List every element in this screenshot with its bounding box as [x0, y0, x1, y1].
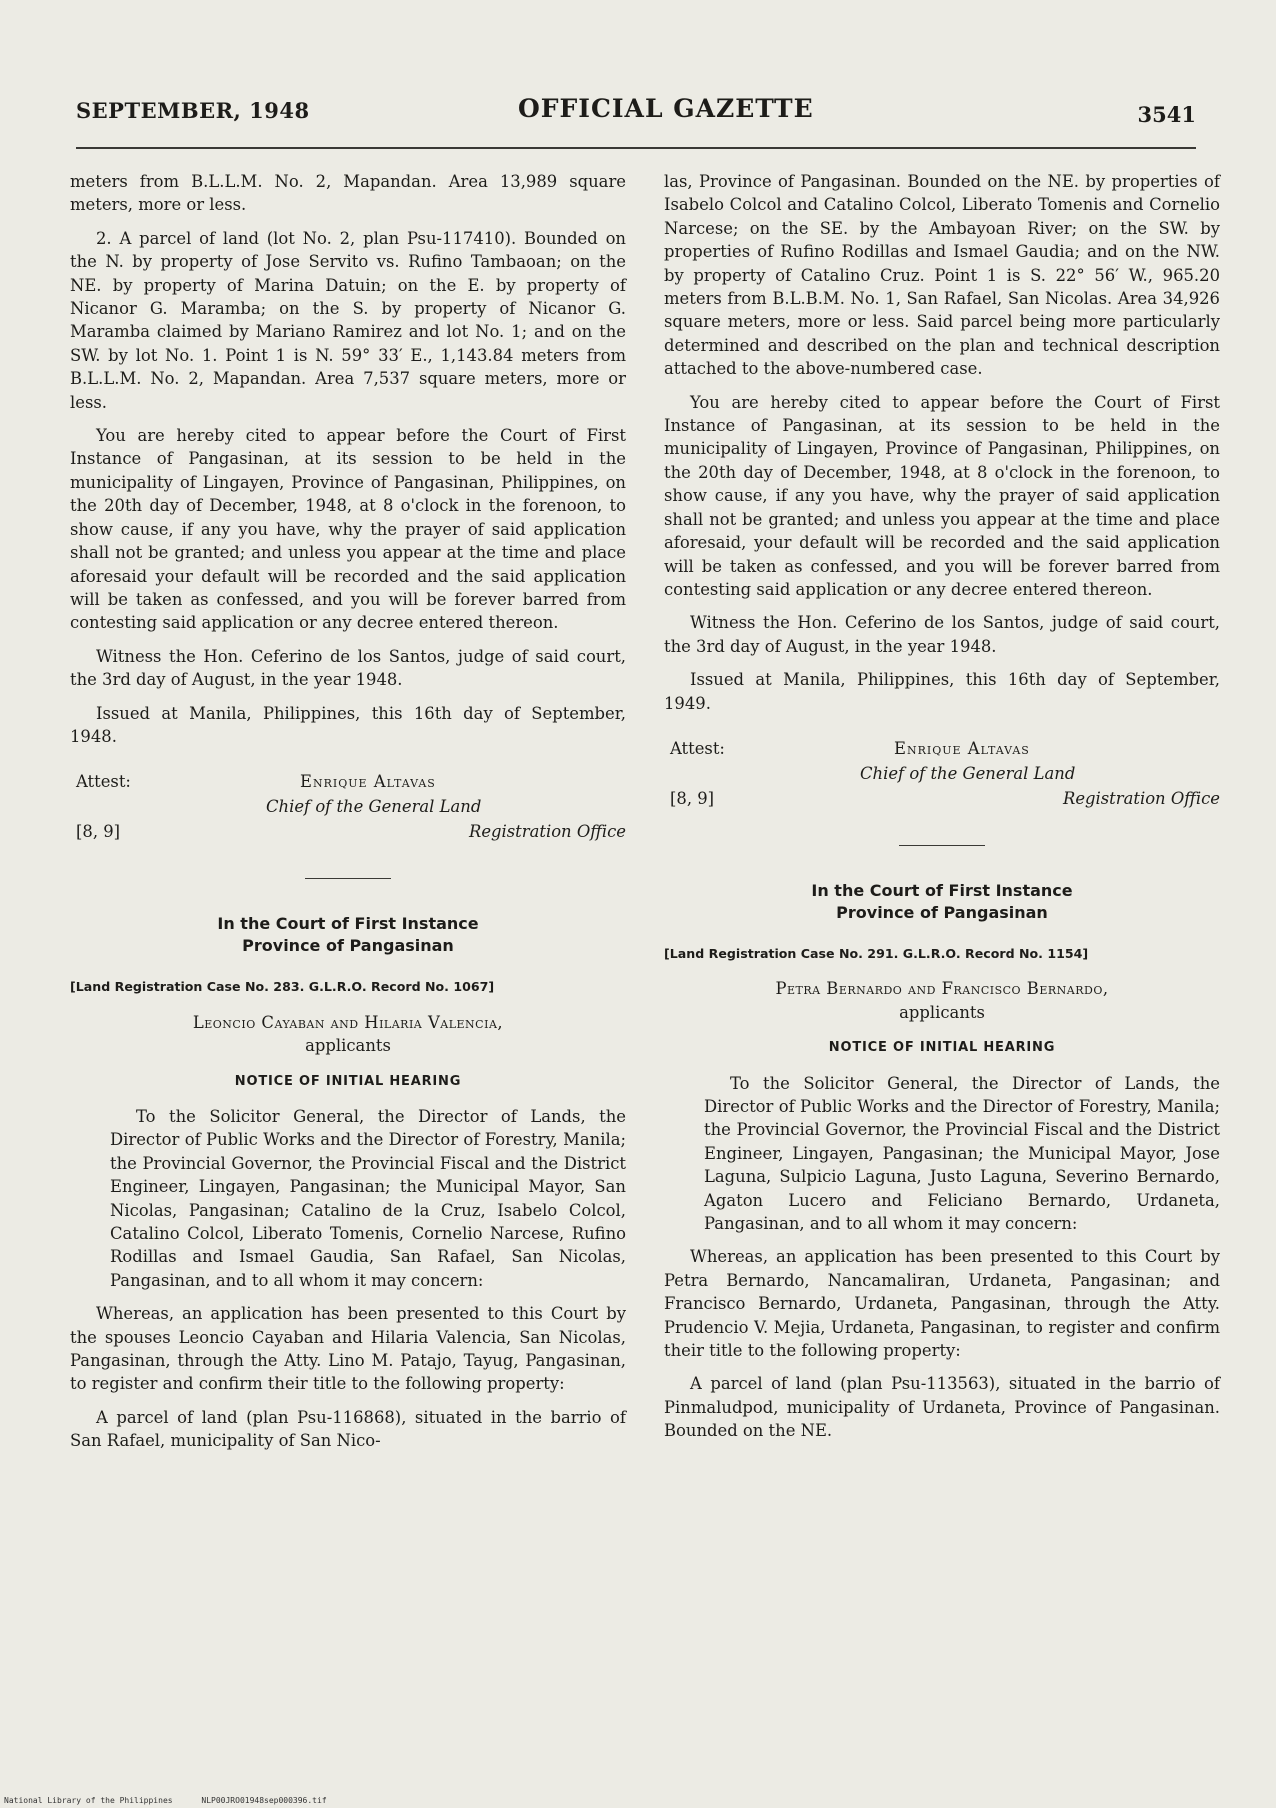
attestation — [70, 770, 626, 846]
court-heading — [664, 880, 1220, 924]
right-column — [664, 170, 1220, 1453]
citation-paragraph: You are hereby cited to appear before the Court of First Instance of Pangasinan, at its session to be held in the municipality of Lingayen, Province of Pangasinan, Philippines, on the 20th day of December, 1948, at 8 o'clock in the forenoon, to show cause, if any you have, why the prayer of said application shall not be granted; and unless you appear at the time and place aforesaid your default will be recorded and the said application will be taken as confessed, and you will be forever barred from contesting said application or any decree entered thereon. — [70, 426, 626, 633]
page-header — [76, 92, 1196, 132]
attest-name: Enrique Altavas — [894, 738, 1030, 758]
attest-title-line-2: Registration Office — [1062, 788, 1220, 808]
attest-number: [8, 9] — [670, 788, 715, 808]
page-number: 3541 — [1137, 102, 1196, 127]
library-credit: National Library of the Philippines — [4, 1796, 173, 1805]
left-column — [70, 170, 626, 1463]
attest-title-line-1: Chief of the General Land — [860, 763, 1076, 783]
notice-heading: NOTICE OF INITIAL HEARING — [234, 1073, 462, 1089]
addressees: To the Solicitor General, the Director of Lands, the Director of Public Works and the Director of Forestry, Manila; the Provincial Governor, the Provincial Fiscal and the District Engineer, Lingayen, Pangasinan; the Municipal Mayor, Jose Laguna, Sulpicio Laguna, Justo Laguna, Severino Bernardo, Agaton Lucero and Feliciano Bernardo, Urdaneta, Pangasinan, and to all whom it may concern: — [704, 1073, 1220, 1233]
attest-name: Enrique Altavas — [300, 772, 436, 792]
parcel-2-description: 2. A parcel of land (lot No. 2, plan Psu-117410). Bounded on the N. by property of Jose Servito vs. Rufino Tambaoan; on the NE. by property of Marina Datuin; on the E. by property of Nicanor G. Maramba; on the S. by property of Nicanor G. Maramba claimed by Mariano Ramirez and lot No. 1; and on the SW. by lot No. 1. Point 1 is N. 59° 33′ E., 1,143.84 meters from B.L.L.M. No. 2, Mapandan. Area 7,537 square meters, more or less. — [70, 228, 626, 412]
applicants-label: applicants — [899, 1002, 985, 1022]
continued-text: las, Province of Pangasinan. Bounded on the NE. by properties of Isabelo Colcol and Catalino Colcol, Liberato Tomenis and Cornelio Narcese; on the SE. by the Ambayoan River; on the SW. by properties of Rufino Rodillas and Ismael Gaudia; and on the NW. by property of Catalino Cruz. Point 1 is S. 22° 56′ W., 965.20 meters from B.L.B.M. No. 1, San Rafael, San Nicolas. Area 34,926 square meters, more or less. Said parcel being more particularly determined and described on the plan and technical description attached to the above-numbered case. — [664, 172, 1220, 379]
continued-text: meters from B.L.L.M. No. 2, Mapandan. Area 13,989 square meters, more or less. — [70, 172, 626, 215]
attest-number: [8, 9] — [76, 822, 121, 842]
parcel-description: A parcel of land (plan Psu-113563), situated in the barrio of Pinmaludpod, municipality of Urdaneta, Province of Pangasinan. Bounded on the NE. — [664, 1374, 1220, 1441]
applicants-label: applicants — [305, 1036, 391, 1056]
issued-paragraph: Issued at Manila, Philippines, this 16th day of September, 1949. — [664, 670, 1220, 713]
section-divider — [305, 878, 391, 879]
header-rule — [76, 147, 1196, 149]
parcel-description: A parcel of land (plan Psu-116868), situated in the barrio of San Rafael, municipality of San Nico- — [70, 1407, 626, 1451]
attest-label: Attest: — [76, 772, 131, 792]
witness-paragraph: Witness the Hon. Ceferino de los Santos, judge of said court, the 3rd day of August, in the year 1948. — [664, 613, 1220, 656]
notice-heading: NOTICE OF INITIAL HEARING — [828, 1040, 1056, 1056]
whereas-paragraph: Whereas, an application has been presented to this Court by Petra Bernardo, Nancamaliran, Urdaneta, Pangasinan; and Francisco Bernardo, Urdaneta, Pangasinan, through the Atty. Prudencio V. Mejia, Urdaneta, Pangasinan, to register and confirm their title to the following property: — [664, 1247, 1220, 1361]
court-name: In the Court of First Instance — [811, 880, 1073, 900]
applicants-names: Petra Bernardo and Francisco Bernardo, — [775, 979, 1109, 999]
attest-title-line-1: Chief of the General Land — [266, 797, 482, 817]
witness-paragraph: Witness the Hon. Ceferino de los Santos, judge of said court, the 3rd day of August, in the year 1948. — [70, 646, 626, 690]
court-province: Province of Pangasinan — [242, 936, 454, 956]
attestation — [664, 737, 1220, 813]
issued-paragraph: Issued at Manila, Philippines, this 16th day of September, 1948. — [70, 703, 626, 746]
applicants-names: Leoncio Cayaban and Hilaria Valencia, — [192, 1012, 504, 1032]
attest-title-line-2: Registration Office — [468, 822, 626, 842]
addressees: To the Solicitor General, the Director of Lands, the Director of Public Works and the Director of Forestry, Manila; the Provincial Governor, the Provincial Fiscal and the District Engineer, Lingayen, Pangasinan; the Municipal Mayor, San Nicolas, Pangasinan; Catalino de la Cruz, Isabelo Colcol, Catalino Colcol, Liberato Tomenis, Cornelio Narcese, Rufino Rodillas and Ismael Gaudia, San Rafael, San Nicolas, Pangasinan, and to all whom it may concern: — [110, 1106, 626, 1290]
publication-title: OFFICIAL GAZETTE — [518, 94, 814, 123]
attest-label: Attest: — [670, 738, 725, 758]
whereas-paragraph: Whereas, an application has been presented to this Court by the spouses Leoncio Cayaban and Hilaria Valencia, San Nicolas, Pangasinan, through the Atty. Lino M. Patajo, Tayug, Pangasinan, to register and confirm their title to the following property: — [70, 1304, 626, 1394]
scan-footer — [4, 1796, 351, 1805]
court-province: Province of Pangasinan — [836, 902, 1048, 922]
scan-filename: NLP00JRO01948sep000396.tif — [201, 1796, 327, 1805]
section-divider — [899, 845, 985, 846]
case-reference: [Land Registration Case No. 283. G.L.R.O. Record No. 1067] — [70, 979, 495, 995]
court-name: In the Court of First Instance — [217, 914, 479, 934]
court-heading — [70, 913, 626, 957]
case-reference: [Land Registration Case No. 291. G.L.R.O. Record No. 1154] — [664, 945, 1089, 961]
issue-date: SEPTEMBER, 1948 — [76, 98, 310, 123]
citation-paragraph: You are hereby cited to appear before the Court of First Instance of Pangasinan, at its session to be held in the municipality of Lingayen, Province of Pangasinan, Philippines, on the 20th day of December, 1948, at 8 o'clock in the forenoon, to show cause, if any you have, why the prayer of said application shall not be granted; and unless you appear at the time and place aforesaid, your default will be recorded and the said application will be taken as confessed, and you will be forever barred from contesting said application or any decree entered thereon. — [664, 392, 1220, 599]
